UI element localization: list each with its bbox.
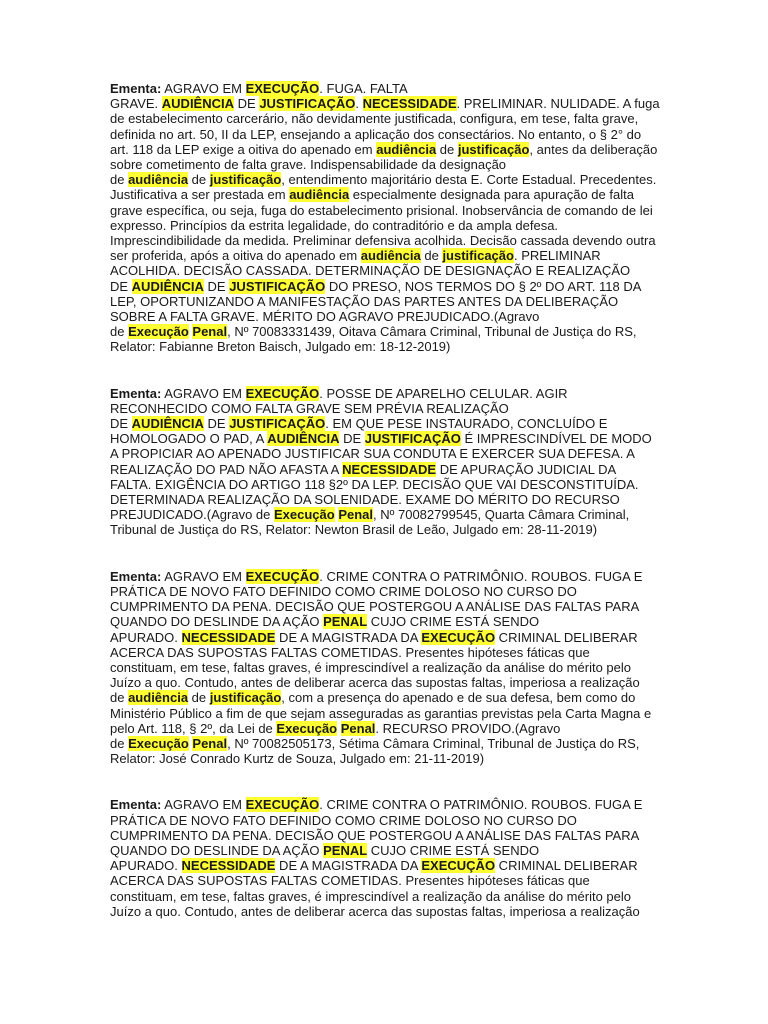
- highlighted-term: NECESSIDADE: [181, 858, 276, 874]
- highlighted-term: justificação: [442, 248, 514, 264]
- highlighted-term: EXECUÇÃO: [245, 568, 320, 584]
- ementa-text: APURADO.: [110, 858, 182, 874]
- ementa-line: [110, 690, 658, 705]
- ementa-line: [110, 858, 658, 873]
- highlighted-term: justificação: [209, 690, 282, 706]
- ementa-text: de: [110, 690, 129, 706]
- ementa-line: [110, 492, 658, 507]
- highlighted-term: AUDIÊNCIA: [131, 278, 204, 294]
- ementa-text: QUANDO DO DESLINDE DA AÇÃO: [110, 614, 324, 630]
- ementa-line: [110, 813, 658, 828]
- ementa-text: de estabelecimento carcerário, não devidamente justificada, configura, em tese, falta grave,: [110, 111, 639, 127]
- ementa-text: PREJUDICADO.(Agravo de: [110, 507, 274, 523]
- ementa-text: AGRAVO EM: [164, 81, 246, 96]
- document-page: [110, 81, 658, 919]
- ementa-line: [110, 751, 658, 766]
- ementa-label: Ementa:: [110, 797, 162, 813]
- ementa-text: de: [420, 248, 443, 264]
- ementa-line: [110, 431, 658, 446]
- highlighted-term: Execução: [128, 735, 189, 751]
- ementa-text: DE: [110, 278, 132, 294]
- highlighted-term: JUSTIFICAÇÃO: [259, 96, 356, 112]
- ementa-line: [110, 111, 658, 126]
- ementa-line: [110, 294, 658, 309]
- highlighted-term: PENAL: [323, 614, 368, 630]
- ementa-line: [110, 339, 658, 354]
- ementa-text: grave específica, ou seja, fuga do estabelecimento prisional. Inobservância de comando de lei: [110, 202, 653, 218]
- ementa-line: [110, 507, 658, 522]
- ementa-line: [110, 660, 658, 675]
- ementa-paragraph: [110, 797, 658, 919]
- ementa-paragraph: [110, 569, 658, 767]
- ementa-text: GRAVE.: [110, 96, 162, 112]
- ementa-text: pelo Art. 118, § 2º, da Lei de: [110, 720, 277, 736]
- ementa-line: [110, 386, 658, 401]
- ementa-text: DE: [339, 431, 365, 447]
- ementa-text: A PROPICIAR AO APENADO JUSTIFICAR SUA CONDUTA E EXERCER SUA DEFESA. A: [110, 446, 635, 462]
- ementa-line: [110, 645, 658, 660]
- ementa-text: Imprescindibilidade da medida. Preliminar defensiva acolhida. Decisão cassada devendo outra: [110, 233, 656, 249]
- ementa-text: Relator: Fabianne Breton Baisch, Julgado em: 18-12-2019): [110, 339, 451, 355]
- highlighted-term: audiência: [360, 248, 421, 264]
- ementa-line: [110, 416, 658, 431]
- highlighted-term: AUDIÊNCIA: [161, 96, 235, 112]
- highlighted-term: NECESSIDADE: [181, 629, 276, 645]
- highlighted-term: PENAL: [323, 842, 368, 858]
- ementa-line: [110, 614, 658, 629]
- ementa-text: PRÁTICA DE NOVO FATO DEFINIDO COMO CRIME DOLOSO NO CURSO DO: [110, 812, 577, 828]
- ementa-text: DO PRESO, NOS TERMOS DO § 2º DO ART. 118 DA: [325, 278, 642, 294]
- highlighted-term: Penal: [192, 324, 228, 340]
- ementa-line: [110, 462, 658, 477]
- ementa-line: [110, 584, 658, 599]
- ementa-line: [110, 904, 658, 919]
- ementa-text: Juízo a quo. Contudo, antes de deliberar acerca das supostas faltas, imperiosa a realização: [110, 675, 640, 691]
- ementa-text: . CRIME CONTRA O PATRIMÔNIO. ROUBOS. FUGA E: [319, 568, 643, 584]
- ementa-text: É IMPRESCINDÍVEL DE MODO: [460, 431, 652, 447]
- ementa-text: PRÁTICA DE NOVO FATO DEFINIDO COMO CRIME DOLOSO NO CURSO DO: [110, 583, 577, 599]
- ementa-text: . PRELIMINAR. NULIDADE. A fuga: [456, 96, 660, 112]
- ementa-text: Ministério Público a fim de que sejam asseguradas as garantias previstas pela Carta Magna e: [110, 705, 652, 721]
- ementa-list: [110, 81, 658, 919]
- highlighted-term: audiência: [289, 187, 350, 203]
- ementa-text: de: [110, 172, 129, 188]
- ementa-text: . POSSE DE APARELHO CELULAR. AGIR: [319, 385, 568, 401]
- ementa-text: AGRAVO EM: [164, 385, 246, 401]
- ementa-text: APURADO.: [110, 629, 182, 645]
- highlighted-term: Execução: [274, 507, 335, 523]
- highlighted-term: audiência: [128, 172, 189, 188]
- ementa-text: DE: [110, 416, 132, 432]
- ementa-text: ACERCA DAS SUPOSTAS FALTAS COMETIDAS. Presentes hipóteses fáticas que: [110, 644, 590, 660]
- highlighted-term: EXECUÇÃO: [245, 797, 320, 813]
- ementa-line: [110, 81, 658, 96]
- ementa-text: HOMOLOGADO O PAD, A: [110, 431, 268, 447]
- ementa-line: [110, 248, 658, 263]
- ementa-line: [110, 569, 658, 584]
- ementa-text: expresso. Princípios da estrita legalidade, do contraditório e da ampla defesa.: [110, 217, 559, 233]
- highlighted-term: JUSTIFICAÇÃO: [229, 416, 326, 432]
- ementa-text: DETERMINADA REALIZAÇÃO DA SOLENIDADE. EXAME DO MÉRITO DO RECURSO: [110, 492, 620, 508]
- ementa-text: Justificativa a ser prestada em: [110, 187, 290, 203]
- ementa-text: DE: [234, 96, 260, 112]
- ementa-line: [110, 675, 658, 690]
- ementa-text: , Nº 70083331439, Oitava Câmara Criminal, Tribunal de Justiça do RS,: [227, 324, 637, 340]
- ementa-text: CUMPRIMENTO DA PENA. DECISÃO QUE POSTERGOU A ANÁLISE DAS FALTAS PARA: [110, 599, 640, 615]
- ementa-text: constituam, em tese, faltas graves, é imprescindível a realização da análise do mérito pelo: [110, 888, 631, 904]
- ementa-text: , com a presença do apenado e de sua defesa, bem como do: [281, 690, 636, 706]
- ementa-label: Ementa:: [110, 385, 162, 401]
- ementa-line: [110, 187, 658, 202]
- ementa-text: CRIMINAL DELIBERAR: [495, 858, 638, 874]
- highlighted-term: AUDIÊNCIA: [267, 431, 340, 447]
- ementa-text: CUMPRIMENTO DA PENA. DECISÃO QUE POSTERGOU A ANÁLISE DAS FALTAS PARA: [110, 827, 640, 843]
- ementa-text: . EM QUE PESE INSTAURADO, CONCLUÍDO E: [325, 416, 608, 432]
- ementa-text: . PRELIMINAR: [513, 248, 601, 264]
- ementa-line: [110, 142, 658, 157]
- ementa-line: [110, 203, 658, 218]
- ementa-line: [110, 873, 658, 888]
- ementa-text: QUANDO DO DESLINDE DA AÇÃO: [110, 842, 324, 858]
- ementa-paragraph: [110, 81, 658, 355]
- ementa-text: de: [110, 735, 129, 751]
- ementa-text: especialmente designada para apuração de falta: [349, 187, 634, 203]
- highlighted-term: JUSTIFICAÇÃO: [229, 278, 326, 294]
- ementa-line: [110, 233, 658, 248]
- ementa-line: [110, 279, 658, 294]
- ementa-text: AGRAVO EM: [164, 568, 246, 584]
- ementa-line: [110, 446, 658, 461]
- ementa-text: de: [110, 324, 129, 340]
- ementa-text: Juízo a quo. Contudo, antes de deliberar acerca das supostas faltas, imperiosa a realização: [110, 903, 640, 919]
- ementa-text: . FUGA. FALTA: [319, 81, 408, 96]
- highlighted-term: audiência: [128, 690, 189, 706]
- ementa-text: .: [355, 96, 363, 112]
- ementa-line: [110, 309, 658, 324]
- ementa-text: definida no art. 50, II da LEP, ensejando a aplicação dos consectários. No entanto, o § 2° do: [110, 126, 642, 142]
- ementa-line: [110, 157, 658, 172]
- ementa-text: de: [436, 141, 458, 157]
- ementa-line: [110, 599, 658, 614]
- ementa-text: RECONHECIDO COMO FALTA GRAVE SEM PRÉVIA REALIZAÇÃO: [110, 400, 509, 416]
- highlighted-term: Penal: [338, 507, 374, 523]
- highlighted-term: JUSTIFICAÇÃO: [364, 431, 461, 447]
- ementa-text: , antes da deliberação: [529, 141, 658, 157]
- ementa-text: , entendimento majoritário desta E. Corte Estadual. Precedentes.: [281, 172, 657, 188]
- highlighted-term: NECESSIDADE: [342, 461, 437, 477]
- highlighted-term: EXECUÇÃO: [245, 81, 320, 96]
- ementa-text: CUJO CRIME ESTÁ SENDO: [367, 614, 540, 630]
- ementa-text: ser proferida, após a oitiva do apenado em: [110, 248, 361, 264]
- ementa-text: FALTA. EXIGÊNCIA DO ARTIGO 118 §2º DA LEP. DECISÃO QUE VAI DESCONSTITUÍDA.: [110, 476, 639, 492]
- ementa-text: CUJO CRIME ESTÁ SENDO: [367, 842, 540, 858]
- highlighted-term: EXECUÇÃO: [421, 629, 496, 645]
- highlighted-term: justificação: [209, 172, 282, 188]
- ementa-text: DE: [203, 416, 230, 432]
- ementa-line: [110, 401, 658, 416]
- ementa-text: Tribunal de Justiça do RS, Relator: Newton Brasil de Leão, Julgado em: 28-11-2019): [110, 522, 598, 538]
- ementa-text: constituam, em tese, faltas graves, é imprescindível a realização da análise do mérito pelo: [110, 659, 631, 675]
- ementa-label: Ementa:: [110, 81, 162, 96]
- ementa-text: de: [188, 172, 210, 188]
- ementa-line: [110, 828, 658, 843]
- ementa-paragraph: [110, 386, 658, 538]
- ementa-text: art. 118 da LEP exige a oitiva do apenado em: [110, 141, 377, 157]
- highlighted-term: EXECUÇÃO: [245, 385, 320, 401]
- ementa-line: [110, 721, 658, 736]
- highlighted-term: audiência: [376, 141, 437, 157]
- ementa-text: LEP, OPORTUNIZANDO A MANIFESTAÇÃO DAS PARTES ANTES DA DELIBERAÇÃO: [110, 293, 619, 309]
- ementa-line: [110, 630, 658, 645]
- highlighted-term: AUDIÊNCIA: [131, 416, 204, 432]
- ementa-text: Relator: José Conrado Kurtz de Souza, Julgado em: 21-11-2019): [110, 751, 485, 767]
- ementa-text: . CRIME CONTRA O PATRIMÔNIO. ROUBOS. FUGA E: [319, 797, 643, 813]
- ementa-text: , Nº 70082799545, Quarta Câmara Criminal,: [373, 507, 630, 523]
- highlighted-term: Execução: [276, 720, 338, 736]
- highlighted-term: justificação: [457, 141, 530, 157]
- highlighted-term: NECESSIDADE: [362, 96, 457, 112]
- ementa-text: . RECURSO PROVIDO.(Agravo: [375, 720, 561, 736]
- ementa-line: [110, 522, 658, 537]
- ementa-line: [110, 324, 658, 339]
- ementa-label: Ementa:: [110, 568, 162, 584]
- ementa-text: REALIZAÇÃO DO PAD NÃO AFASTA A: [110, 461, 343, 477]
- highlighted-term: Penal: [192, 735, 228, 751]
- ementa-text: AGRAVO EM: [164, 797, 246, 813]
- ementa-line: [110, 172, 658, 187]
- ementa-line: [110, 797, 658, 812]
- highlighted-term: Penal: [340, 720, 376, 736]
- ementa-line: [110, 127, 658, 142]
- ementa-text: SOBRE A FALTA GRAVE. MÉRITO DO AGRAVO PREJUDICADO.(Agravo: [110, 309, 540, 325]
- ementa-line: [110, 706, 658, 721]
- ementa-line: [110, 889, 658, 904]
- ementa-text: de: [188, 690, 210, 706]
- ementa-text: CRIMINAL DELIBERAR: [495, 629, 638, 645]
- ementa-text: ACOLHIDA. DECISÃO CASSADA. DETERMINAÇÃO DE DESIGNAÇÃO E REALIZAÇÃO: [110, 263, 631, 279]
- ementa-line: [110, 263, 658, 278]
- ementa-text: ACERCA DAS SUPOSTAS FALTAS COMETIDAS. Presentes hipóteses fáticas que: [110, 873, 590, 889]
- highlighted-term: EXECUÇÃO: [421, 858, 496, 874]
- ementa-text: DE A MAGISTRADA DA: [275, 629, 422, 645]
- ementa-line: [110, 218, 658, 233]
- highlighted-term: Execução: [128, 324, 189, 340]
- ementa-line: [110, 477, 658, 492]
- ementa-text: DE APURAÇÃO JUDICIAL DA: [436, 461, 617, 477]
- ementa-text: sobre cometimento de falta grave. Indispensabilidade da designação: [110, 157, 507, 173]
- ementa-text: DE: [203, 278, 230, 294]
- ementa-line: [110, 736, 658, 751]
- ementa-line: [110, 96, 658, 111]
- ementa-text: , Nº 70082505173, Sétima Câmara Criminal, Tribunal de Justiça do RS,: [227, 735, 640, 751]
- ementa-line: [110, 843, 658, 858]
- ementa-text: DE A MAGISTRADA DA: [275, 858, 422, 874]
